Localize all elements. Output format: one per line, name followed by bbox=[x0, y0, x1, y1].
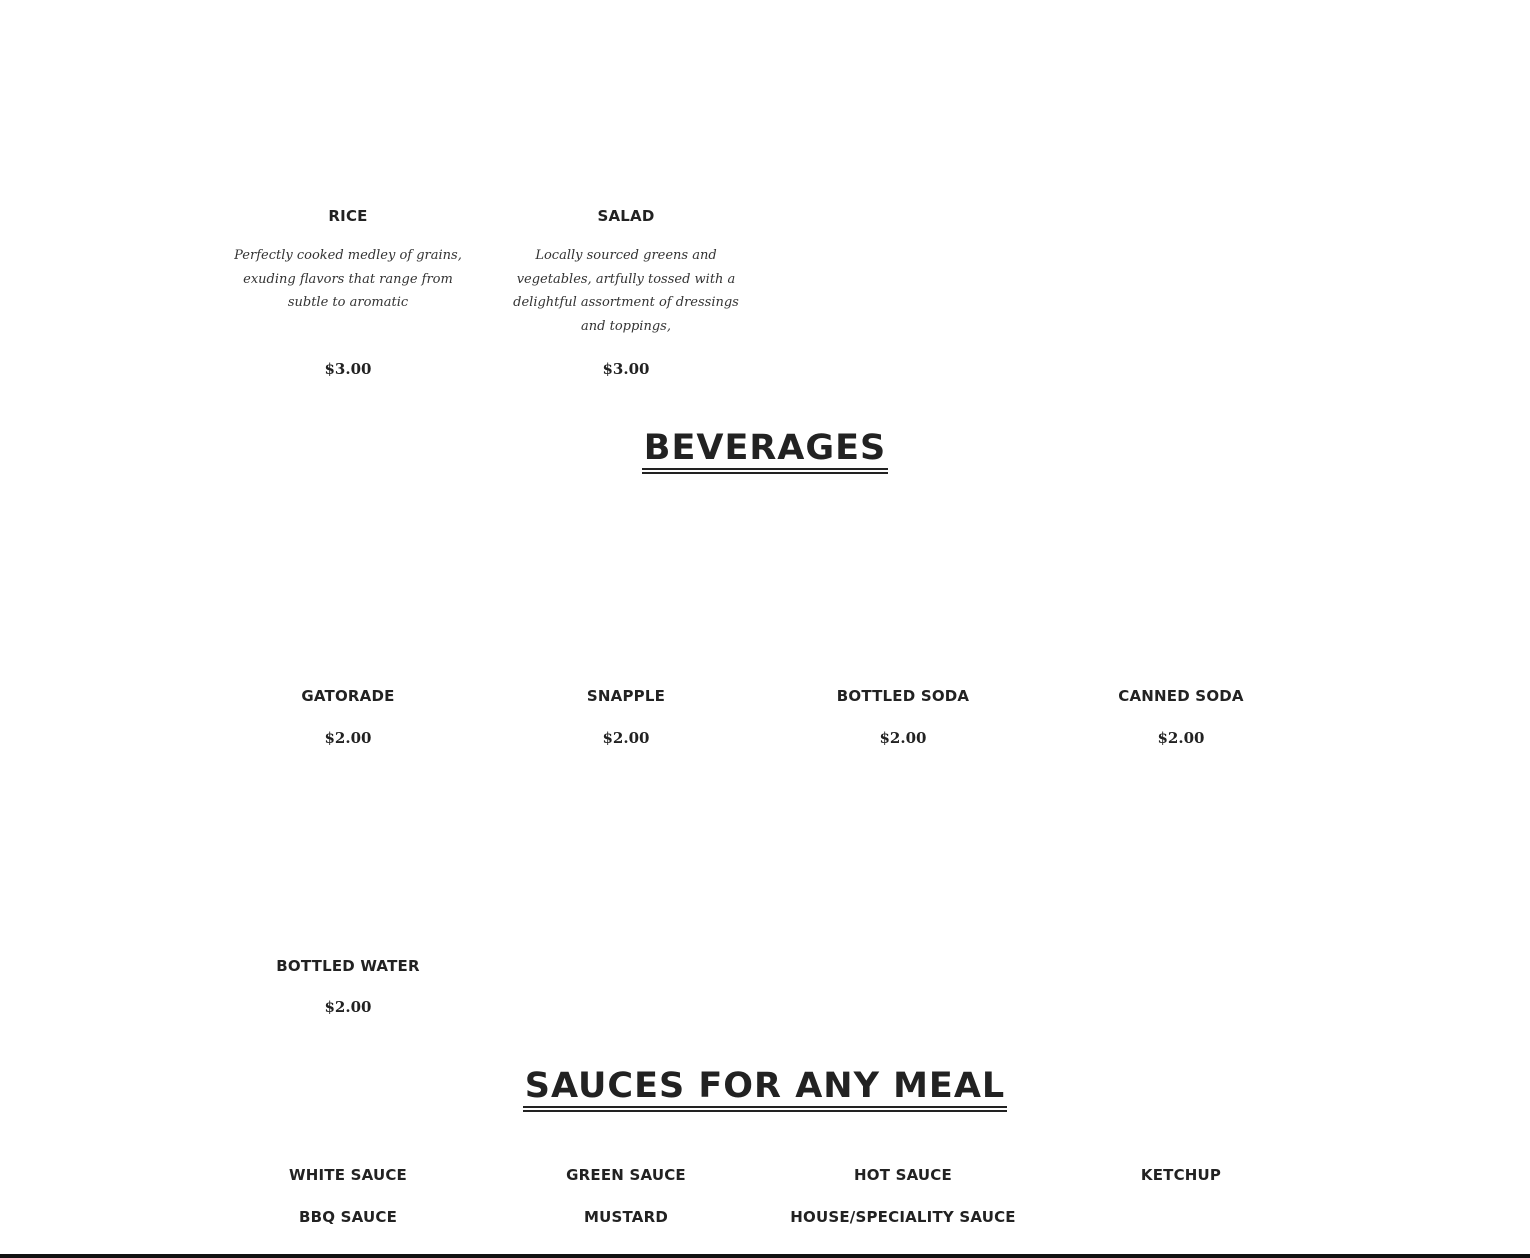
item-name: RICE bbox=[328, 207, 368, 225]
item-price: $3.00 bbox=[324, 360, 372, 378]
sauce-name: KETCHUP bbox=[1140, 1166, 1222, 1184]
item-name: CANNED SODA bbox=[1118, 687, 1244, 705]
sauces-title: SAUCES FOR ANY MEAL bbox=[523, 1066, 1007, 1112]
item-price: $2.00 bbox=[879, 729, 927, 747]
item-price: $3.00 bbox=[602, 360, 650, 378]
sauce-name: HOUSE/SPECIALITY SAUCE bbox=[790, 1208, 1016, 1226]
item-name: GATORADE bbox=[301, 687, 395, 705]
item-name: BOTTLED WATER bbox=[276, 957, 420, 975]
beverages-title: BEVERAGES bbox=[642, 428, 888, 474]
item-name: SALAD bbox=[597, 207, 655, 225]
sauce-name: GREEN SAUCE bbox=[566, 1166, 686, 1184]
item-name: BOTTLED SODA bbox=[836, 687, 970, 705]
item-price: $2.00 bbox=[324, 998, 372, 1016]
sauce-name: BBQ SAUCE bbox=[298, 1208, 398, 1226]
item-price: $2.00 bbox=[1157, 729, 1205, 747]
item-description: Perfectly cooked medley of grains, exuding flavors that range from subtle to aromatic bbox=[234, 248, 462, 310]
beverages-heading bbox=[0, 428, 1530, 474]
sauce-name: WHITE SAUCE bbox=[289, 1166, 407, 1184]
item-name: SNAPPLE bbox=[586, 687, 666, 705]
sauce-name: MUSTARD bbox=[584, 1208, 668, 1226]
item-price: $2.00 bbox=[324, 729, 372, 747]
item-price: $2.00 bbox=[602, 729, 650, 747]
sauce-name: HOT SAUCE bbox=[854, 1166, 952, 1184]
sauces-heading bbox=[0, 1066, 1530, 1112]
item-description: Locally sourced greens and vegetables, artfully tossed with a delightful assortment of dressings and toppings, bbox=[513, 248, 739, 334]
footer-divider bbox=[0, 1254, 1530, 1258]
